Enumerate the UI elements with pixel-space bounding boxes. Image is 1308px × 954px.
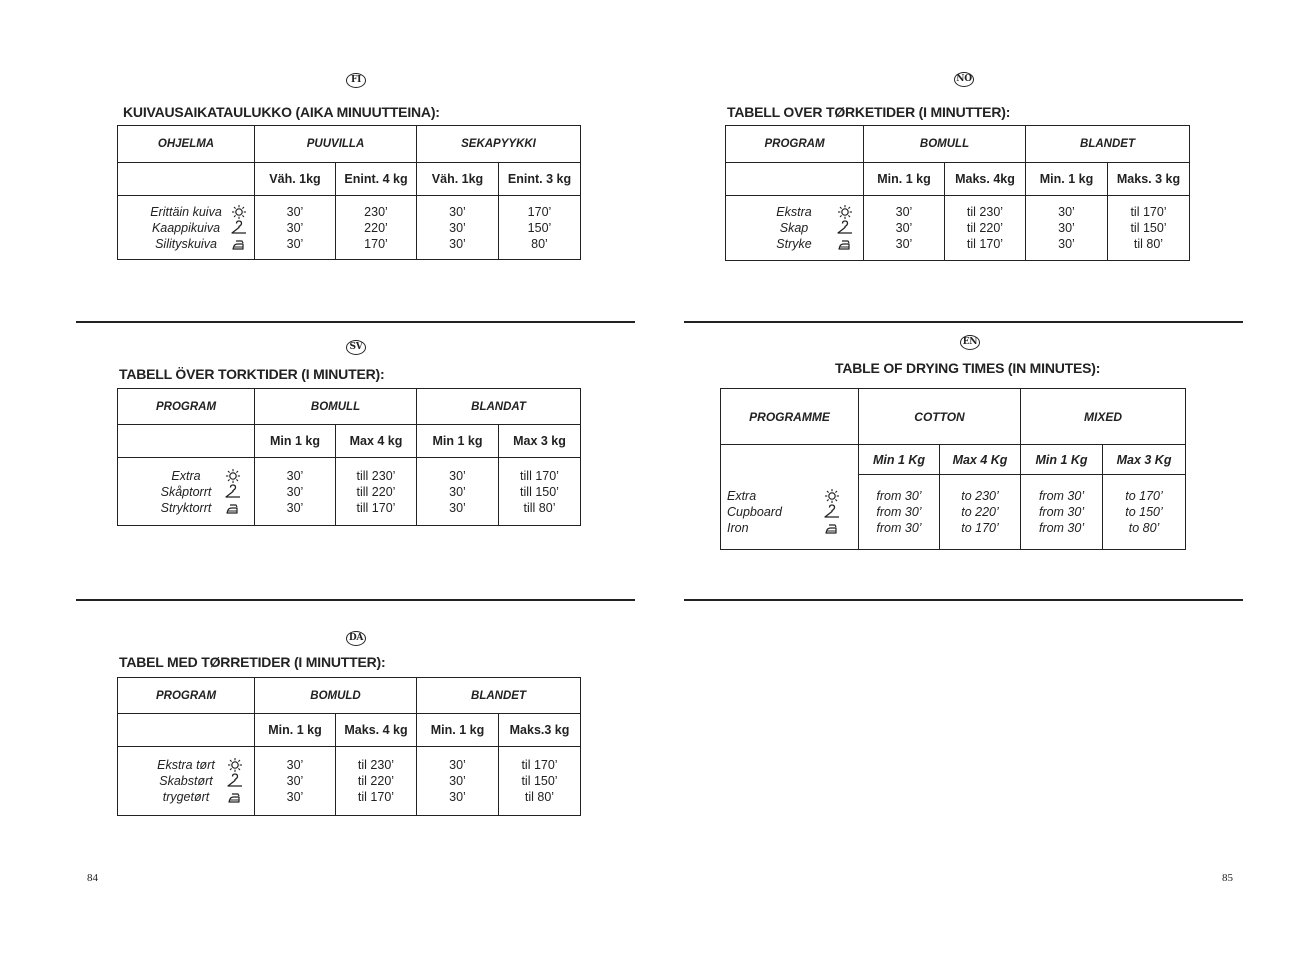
values-cell xyxy=(417,458,499,526)
divider-line xyxy=(76,599,635,601)
divider-line xyxy=(684,321,1243,323)
drying-table-en xyxy=(720,388,1186,550)
program-label-cupboard: Kaappikuiva xyxy=(151,220,221,235)
divider-line xyxy=(684,599,1243,601)
section-title-no: TABELL OVER TØRKETIDER (I MINUTTER): xyxy=(727,104,1011,120)
drying-table-da xyxy=(117,677,581,816)
language-badge-sv: SV xyxy=(346,340,366,355)
weight-subheader: Väh. 1kg xyxy=(417,163,499,196)
program-header: PROGRAM xyxy=(726,126,864,163)
iron-icon xyxy=(226,789,244,805)
time-value: to 80’ xyxy=(1128,521,1160,535)
mixed-header: BLANDET xyxy=(417,678,581,714)
weight-subheader: Maks. 4 kg xyxy=(336,714,417,747)
program-label-extra: Extra xyxy=(727,488,757,503)
time-value: 80’ xyxy=(531,236,548,251)
cotton-header: COTTON xyxy=(859,389,1021,445)
iron-icon xyxy=(224,500,242,516)
weight-subheader: Max 3 Kg xyxy=(1103,445,1186,475)
values-cell xyxy=(945,196,1026,261)
iron-icon xyxy=(836,236,854,252)
program-cell xyxy=(721,445,859,550)
time-value: till 170’ xyxy=(520,468,559,483)
program-label-cupboard: Skabstørt xyxy=(159,774,213,788)
values-cell xyxy=(417,196,499,260)
program-label-iron: Stryktorrt xyxy=(160,500,212,515)
program-cell xyxy=(118,196,255,260)
weight-subheader: Enint. 4 kg xyxy=(336,163,417,196)
time-value: 30’ xyxy=(286,484,304,499)
drying-table-sv xyxy=(117,388,581,526)
values-cell xyxy=(336,196,417,260)
time-value: 30’ xyxy=(286,220,304,235)
time-value: 30’ xyxy=(449,220,466,235)
time-value: from 30’ xyxy=(876,521,922,535)
time-value: 230’ xyxy=(364,204,388,219)
section-title-da: TABEL MED TØRRETIDER (I MINUTTER): xyxy=(119,654,386,670)
time-value: 30’ xyxy=(895,205,913,219)
mixed-header: MIXED xyxy=(1021,389,1186,445)
section-title-en: TABLE OF DRYING TIMES (IN MINUTES): xyxy=(835,360,1101,376)
time-value: til 80’ xyxy=(524,790,555,804)
section-title-fi: KUIVAUSAIKATAULUKKO (AIKA MINUUTTEINA): xyxy=(123,104,440,120)
program-label-cupboard: Cupboard xyxy=(727,504,782,519)
time-value: 30’ xyxy=(449,484,466,499)
program-label-extra: Ekstra xyxy=(776,205,812,219)
program-cell xyxy=(726,196,864,261)
mixed-header: BLANDAT xyxy=(417,389,581,425)
time-value: 30’ xyxy=(1058,205,1075,219)
time-value: till 220’ xyxy=(356,484,396,499)
time-value: til 170’ xyxy=(1130,205,1167,219)
empty-cell xyxy=(118,714,255,747)
time-value: 30’ xyxy=(286,468,304,483)
sun-icon xyxy=(226,757,244,773)
cotton-header: BOMULD xyxy=(255,678,417,714)
program-label-cupboard: Skap xyxy=(779,221,809,235)
iron-icon xyxy=(823,520,841,536)
page-number-left: 84 xyxy=(87,872,98,884)
page-number-right: 85 xyxy=(1222,872,1233,884)
weight-subheader: Min. 1 kg xyxy=(255,714,336,747)
weight-subheader: Max 4 kg xyxy=(336,425,417,458)
sun-icon xyxy=(836,204,854,220)
values-cell xyxy=(336,747,417,816)
weight-subheader: Min. 1 kg xyxy=(864,163,945,196)
time-value: 30’ xyxy=(449,204,466,219)
values-cell xyxy=(1026,196,1108,261)
time-value: from 30’ xyxy=(876,489,922,503)
mixed-header: BLANDET xyxy=(1026,126,1190,163)
section-title-sv: TABELL ÖVER TORKTIDER (I MINUTER): xyxy=(119,366,385,382)
weight-subheader: Min. 1 kg xyxy=(417,714,499,747)
time-value: 30’ xyxy=(286,774,304,788)
cotton-header: PUUVILLA xyxy=(255,126,417,163)
program-label-iron: trygetørt xyxy=(162,790,210,804)
divider-line xyxy=(76,321,635,323)
empty-cell xyxy=(118,163,255,196)
hanger-icon xyxy=(836,220,854,236)
hanger-icon xyxy=(823,504,841,520)
time-value: 30’ xyxy=(449,774,466,788)
time-value: from 30’ xyxy=(1038,505,1085,519)
mixed-header: SEKAPYYKKI xyxy=(417,126,581,163)
values-cell xyxy=(336,458,417,526)
weight-subheader: Väh. 1kg xyxy=(255,163,336,196)
iron-icon xyxy=(230,236,248,252)
time-value: to 230’ xyxy=(961,489,999,503)
time-value: 30’ xyxy=(449,500,466,515)
time-value: til 80’ xyxy=(1133,237,1164,251)
time-value: 30’ xyxy=(895,237,913,251)
values-cell xyxy=(859,475,940,550)
weight-subheader: Min 1 Kg xyxy=(1021,445,1103,475)
time-value: til 170’ xyxy=(966,237,1004,251)
time-value: till 230’ xyxy=(356,468,396,483)
time-value: til 150’ xyxy=(1130,221,1167,235)
values-cell xyxy=(499,458,581,526)
program-cell xyxy=(118,747,255,816)
time-value: til 230’ xyxy=(966,205,1004,219)
language-badge-en: EN xyxy=(960,335,980,350)
time-value: 30’ xyxy=(449,236,466,251)
values-cell xyxy=(1103,475,1186,550)
program-header: OHJELMA xyxy=(118,126,255,163)
values-cell xyxy=(499,196,581,260)
values-cell xyxy=(864,196,945,261)
hanger-icon xyxy=(230,220,248,236)
sun-icon xyxy=(230,204,248,220)
time-value: to 170’ xyxy=(961,521,999,535)
time-value: 30’ xyxy=(895,221,913,235)
values-cell xyxy=(417,747,499,816)
weight-subheader: Maks. 4kg xyxy=(945,163,1026,196)
time-value: from 30’ xyxy=(1038,489,1085,503)
time-value: 30’ xyxy=(286,236,304,251)
drying-table-fi xyxy=(117,125,581,260)
time-value: 150’ xyxy=(527,220,552,235)
weight-subheader: Min 1 kg xyxy=(417,425,499,458)
time-value: 170’ xyxy=(527,204,552,219)
time-value: to 170’ xyxy=(1125,489,1163,503)
program-cell xyxy=(118,458,255,526)
time-value: 30’ xyxy=(1058,237,1075,251)
program-header: PROGRAM xyxy=(118,678,255,714)
time-value: from 30’ xyxy=(876,505,922,519)
program-header: PROGRAMME xyxy=(721,389,859,445)
weight-subheader: Min 1 kg xyxy=(255,425,336,458)
time-value: till 80’ xyxy=(523,500,556,515)
time-value: 30’ xyxy=(449,758,466,772)
time-value: til 220’ xyxy=(357,774,395,788)
time-value: til 230’ xyxy=(357,758,395,772)
empty-cell xyxy=(118,425,255,458)
program-label-cupboard: Skåptorrt xyxy=(160,484,212,499)
language-badge-fi: FI xyxy=(346,73,366,88)
time-value: 30’ xyxy=(286,204,304,219)
time-value: til 220’ xyxy=(966,221,1004,235)
language-badge-no: NO xyxy=(954,72,974,87)
time-value: 30’ xyxy=(449,468,466,483)
values-cell xyxy=(255,458,336,526)
values-cell xyxy=(940,475,1021,550)
values-cell xyxy=(255,747,336,816)
time-value: from 30’ xyxy=(1038,521,1085,535)
values-cell xyxy=(1021,475,1103,550)
time-value: 30’ xyxy=(286,500,304,515)
program-label-iron: Silityskuiva xyxy=(155,236,217,251)
time-value: 170’ xyxy=(364,236,388,251)
language-badge-da: DA xyxy=(346,631,366,646)
weight-subheader: Min. 1 kg xyxy=(1026,163,1108,196)
values-cell xyxy=(255,196,336,260)
sun-icon xyxy=(823,488,841,504)
values-cell xyxy=(499,747,581,816)
program-label-iron: Stryke xyxy=(776,237,812,251)
values-cell xyxy=(1108,196,1190,261)
time-value: 220’ xyxy=(364,220,388,235)
time-value: til 170’ xyxy=(357,790,395,804)
time-value: 30’ xyxy=(286,758,304,772)
weight-subheader: Maks. 3 kg xyxy=(1108,163,1190,196)
time-value: til 170’ xyxy=(521,758,558,772)
time-value: to 220’ xyxy=(961,505,999,519)
program-header: PROGRAM xyxy=(118,389,255,425)
program-label-extra: Extra xyxy=(171,468,201,483)
weight-subheader: Maks.3 kg xyxy=(499,714,581,747)
weight-subheader: Max 4 Kg xyxy=(940,445,1021,475)
weight-subheader: Min 1 Kg xyxy=(859,445,940,475)
cotton-header: BOMULL xyxy=(255,389,417,425)
time-value: till 150’ xyxy=(520,484,559,499)
time-value: to 150’ xyxy=(1125,505,1163,519)
time-value: 30’ xyxy=(286,790,304,804)
program-label-extra: Erittäin kuiva xyxy=(150,204,222,219)
empty-cell xyxy=(726,163,864,196)
cotton-header: BOMULL xyxy=(864,126,1026,163)
hanger-icon xyxy=(224,484,242,500)
time-value: til 150’ xyxy=(521,774,558,788)
time-value: 30’ xyxy=(1058,221,1075,235)
program-label-extra: Ekstra tørt xyxy=(157,758,215,772)
weight-subheader: Max 3 kg xyxy=(499,425,581,458)
time-value: 30’ xyxy=(449,790,466,804)
drying-table-no xyxy=(725,125,1190,261)
sun-icon xyxy=(224,468,242,484)
weight-subheader: Enint. 3 kg xyxy=(499,163,581,196)
program-label-iron: Iron xyxy=(727,520,749,535)
time-value: till 170’ xyxy=(356,500,396,515)
hanger-icon xyxy=(226,773,244,789)
